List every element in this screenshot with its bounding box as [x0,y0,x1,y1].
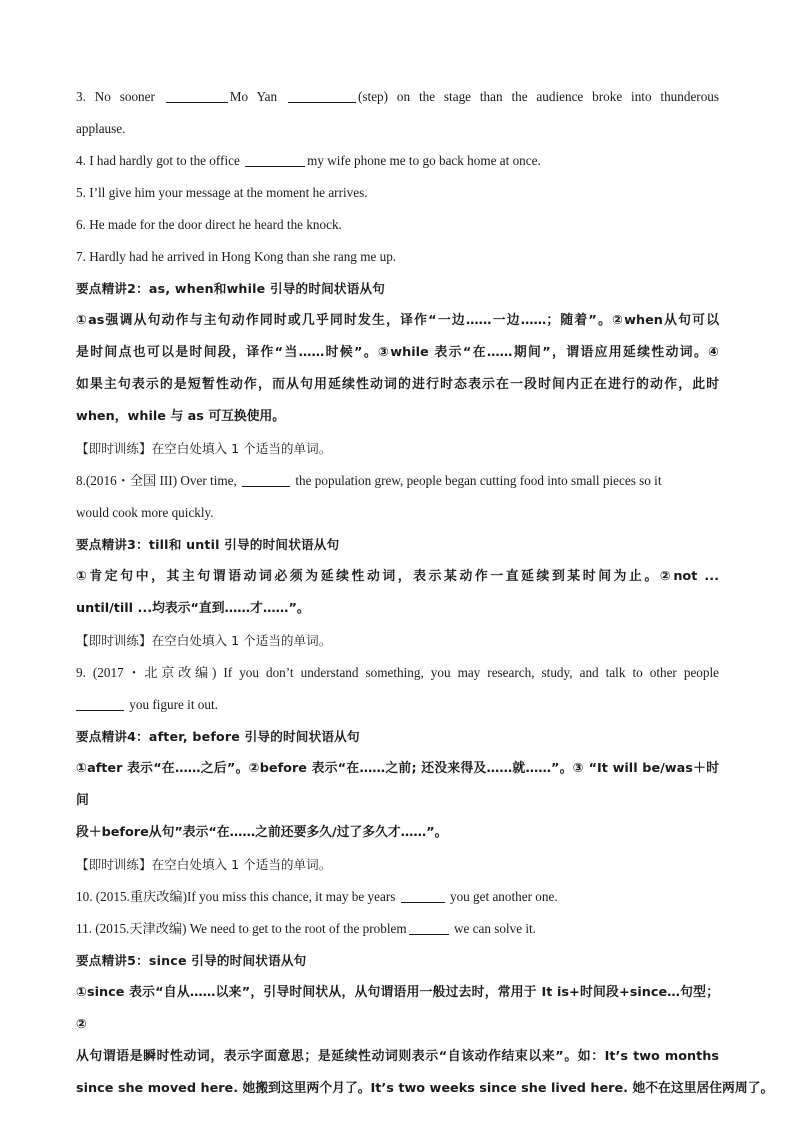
q10-text: you get another one. [449,889,558,904]
q11-text: we can solve it. [453,921,536,936]
q9-text: you figure it out. [129,697,218,712]
q11-text: 11. (2015.天津改编) We need to get to the root of the problem [76,921,407,936]
question-5: 5. I’ll give him your message at the moment he arrives. [76,185,368,200]
q3-text: 3. No sooner [76,89,155,104]
practice-prompt: 【即时训练】在空白处填入 1 个适当的单词。 [76,857,332,872]
section-5-line-3: since she moved here. 她搬到这里两个月了。It’s two weeks since she lived here. 她不在这里居住两周了。 [76,1081,774,1096]
section-heading-5: 要点精讲5：since 引导的时间状语从句 [76,953,307,968]
answer-blank[interactable] [76,696,124,711]
question-8 [76,465,719,497]
q10-text: 10. (2015.重庆改编)If you miss this chance, it may be years [76,889,396,904]
answer-blank[interactable] [166,88,228,103]
section-5-line-2: 从句谓语是瞬时性动词，表示字面意思；是延续性动词则表示“自该动作结束以来”。如：It’s two months [76,1049,719,1064]
q8-text: 8.(2016・全国 III) Over time, [76,473,237,488]
answer-blank[interactable] [288,88,356,103]
question-3-cont: applause. [76,121,126,136]
q3-text: Mo Yan [229,89,278,104]
question-9-cont [76,689,719,721]
section-2-line-1: ①as强调从句动作与主句动作同时或几乎同时发生，译作“一边……一边……；随着”。②when从句可以 [76,313,719,328]
q8-text: the population grew, people began cutting food into small pieces so it [295,473,662,488]
question-4 [76,145,719,177]
section-heading-2: 要点精讲2：as, when和while 引导的时间状语从句 [76,281,386,296]
q3-text: (step) on the stage than the audience broke into thunderous [358,89,720,104]
section-4-line-1: ①after 表示“在……之后”。②before 表示“在……之前; 还没来得及……就……”。③ “It will be/was＋时间 [76,761,719,808]
section-4-line-2: 段＋before从句”表示“在……之前还要多久/过了多久才……”。 [76,825,448,840]
practice-prompt: 【即时训练】在空白处填入 1 个适当的单词。 [76,633,332,648]
practice-prompt: 【即时训练】在空白处填入 1 个适当的单词。 [76,441,332,456]
answer-blank[interactable] [401,888,445,903]
section-3-line-1: ①肯定句中，其主句谓语动词必须为延续性动词，表示某动作一直延续到某时间为止。②not ... [76,569,719,584]
answer-blank[interactable] [242,472,290,487]
question-10 [76,881,719,913]
answer-blank[interactable] [245,152,305,167]
question-11 [76,913,719,945]
q4-text: 4. I had hardly got to the office [76,153,240,168]
section-2-line-2: 是时间点也可以是时间段，译作“当……时候”。③while 表示“在……期间”，谓语应用延续性动词。④ [76,345,719,360]
question-3 [76,81,719,113]
section-5-line-1: ①since 表示“自从……以来”，引导时间状从，从句谓语用一般过去时，常用于 It is+时间段+since…句型；② [76,985,719,1032]
question-9: 9. (2017・北京改编) If you don’t understand something, you may research, study, and talk to other people [76,665,719,680]
answer-blank[interactable] [409,920,449,935]
section-heading-3: 要点精讲3：till和 until 引导的时间状语从句 [76,537,340,552]
document-page [76,81,774,1105]
section-2-line-3: 如果主句表示的是短暂性动作，而从句用延续性动词的进行时态表示在一段时间内正在进行的动作，此时 [76,377,719,392]
q4-text: my wife phone me to go back home at once. [307,153,541,168]
section-2-line-4: when，while 与 as 可互换使用。 [76,409,286,424]
section-3-line-2: until/till ...均表示“直到……才……”。 [76,601,310,616]
question-7: 7. Hardly had he arrived in Hong Kong than she rang me up. [76,249,397,264]
section-heading-4: 要点精讲4：after, before 引导的时间状语从句 [76,729,360,744]
question-6: 6. He made for the door direct he heard the knock. [76,217,342,232]
question-8-cont: would cook more quickly. [76,505,214,520]
